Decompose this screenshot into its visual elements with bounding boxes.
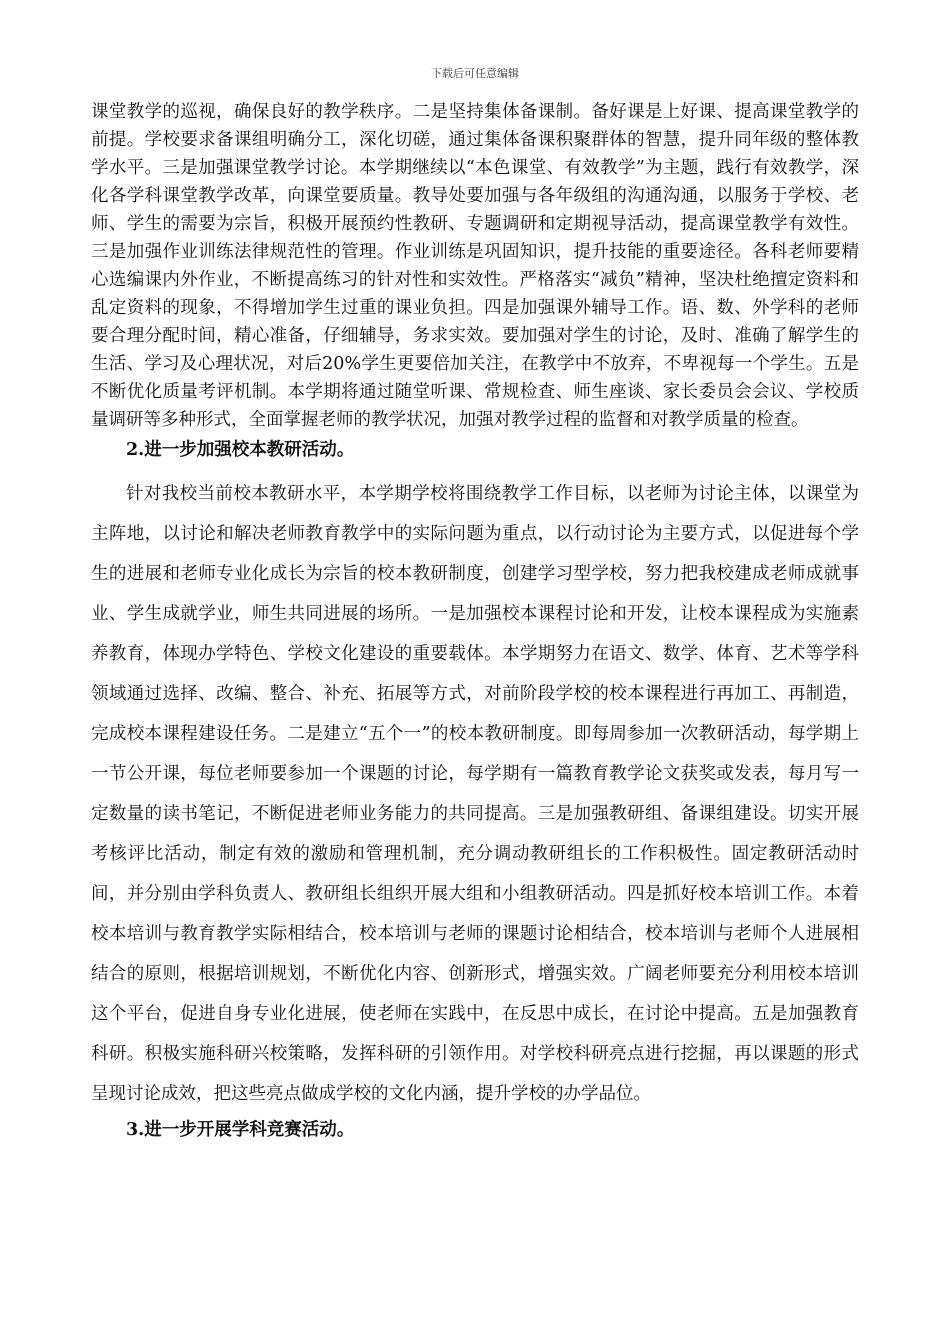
page-header-note: 下载后可任意编辑 [431, 67, 519, 80]
paragraph-teaching-routine: 课堂教学的巡视，确保良好的教学秩序。二是坚持集体备课制。备好课是上好课、提高课堂教学的前提。学校要求备课组明确分工，深化切磋，通过集体备课积聚群体的智慧，提升同年级的整体教学水平。三是加强课堂教学讨论。本学期继续以“本色课堂、有效教学”为主题，践行有效教学，深化各学科课堂教学改革，向课堂要质量。教导处要加强与各年级组的沟通沟通，以服务于学校、老师、学生的需要为宗旨，积极开展预约性教研、专题调研和定期视导活动，提高课堂教学有效性。三是加强作业训练法律规范性的管理。作业训练是巩固知识，提升技能的重要途径。各科老师要精心选编课内外作业，不断提高练习的针对性和实效性。严格落实“减负”精神，坚决杜绝擅定资料和乱定资料的现象，不得增加学生过重的课业负担。四是加强课外辅导工作。语、数、外学科的老师要合理分配时间，精心准备，仔细辅导，务求实效。要加强对学生的讨论，及时、准确了解学生的生活、学习及心理状况，对后20%学生更要倍加关注，在教学中不放弃，不卑视每一个学生。五是不断优化质量考评机制。本学期将通过随堂听课、常规检查、师生座谈、家长委员会会议、学校质量调研等多种形式，全面掌握老师的教学状况，加强对教学过程的监督和对教学质量的检查。 [91, 102, 859, 430]
section-heading-subject-competition: 3.进一步开展学科竞赛活动。 [126, 1120, 355, 1140]
document-body [91, 98, 859, 1144]
paragraph-school-research: 针对我校当前校本教研水平，本学期学校将围绕教学工作目标，以老师为讨论主体，以课堂为主阵地，以讨论和解决老师教育教学中的实际问题为重点，以行动讨论为主要方式，以促进每个学生的进展和老师专业化成长为宗旨的校本教研制度，创建学习型学校，努力把我校建成老师成就事业、学生成就学业，师生共同进展的场所。一是加强校本课程讨论和开发，让校本课程成为实施素养教育，体现办学特色、学校文化建设的重要载体。本学期努力在语文、数学、体育、艺术等学科领域通过选择、改编、整合、补充、拓展等方式，对前阶段学校的校本课程进行再加工、再制造，完成校本课程建设任务。二是建立“五个一”的校本教研制度。即每周参加一次教研活动，每学期上一节公开课，每位老师要参加一个课题的讨论，每学期有一篇教育教学论文获奖或发表，每月写一定数量的读书笔记，不断促进老师业务能力的共同提高。三是加强教研组、备课组建设。切实开展考核评比活动，制定有效的激励和管理机制，充分调动教研组长的工作积极性。固定教研活动时间，并分别由学科负责人、教研组长组织开展大组和小组教研活动。四是抓好校本培训工作。本着校本培训与教育教学实际相结合，校本培训与老师的课题讨论相结合，校本培训与老师个人进展相结合的原则，根据培训规划，不断优化内容、创新形式，增强实效。广阔老师要充分利用校本培训这个平台，促进自身专业化进展，使老师在实践中，在反思中成长，在讨论中提高。五是加强教育科研。积极实施科研兴校策略，发挥科研的引领作用。对学校科研亮点进行挖掘，再以课题的形式呈现讨论成效，把这些亮点做成学校的文化内涵，提升学校的办学品位。 [91, 484, 859, 1104]
section-heading-school-research: 2.进一步加强校本教研活动。 [126, 440, 355, 460]
